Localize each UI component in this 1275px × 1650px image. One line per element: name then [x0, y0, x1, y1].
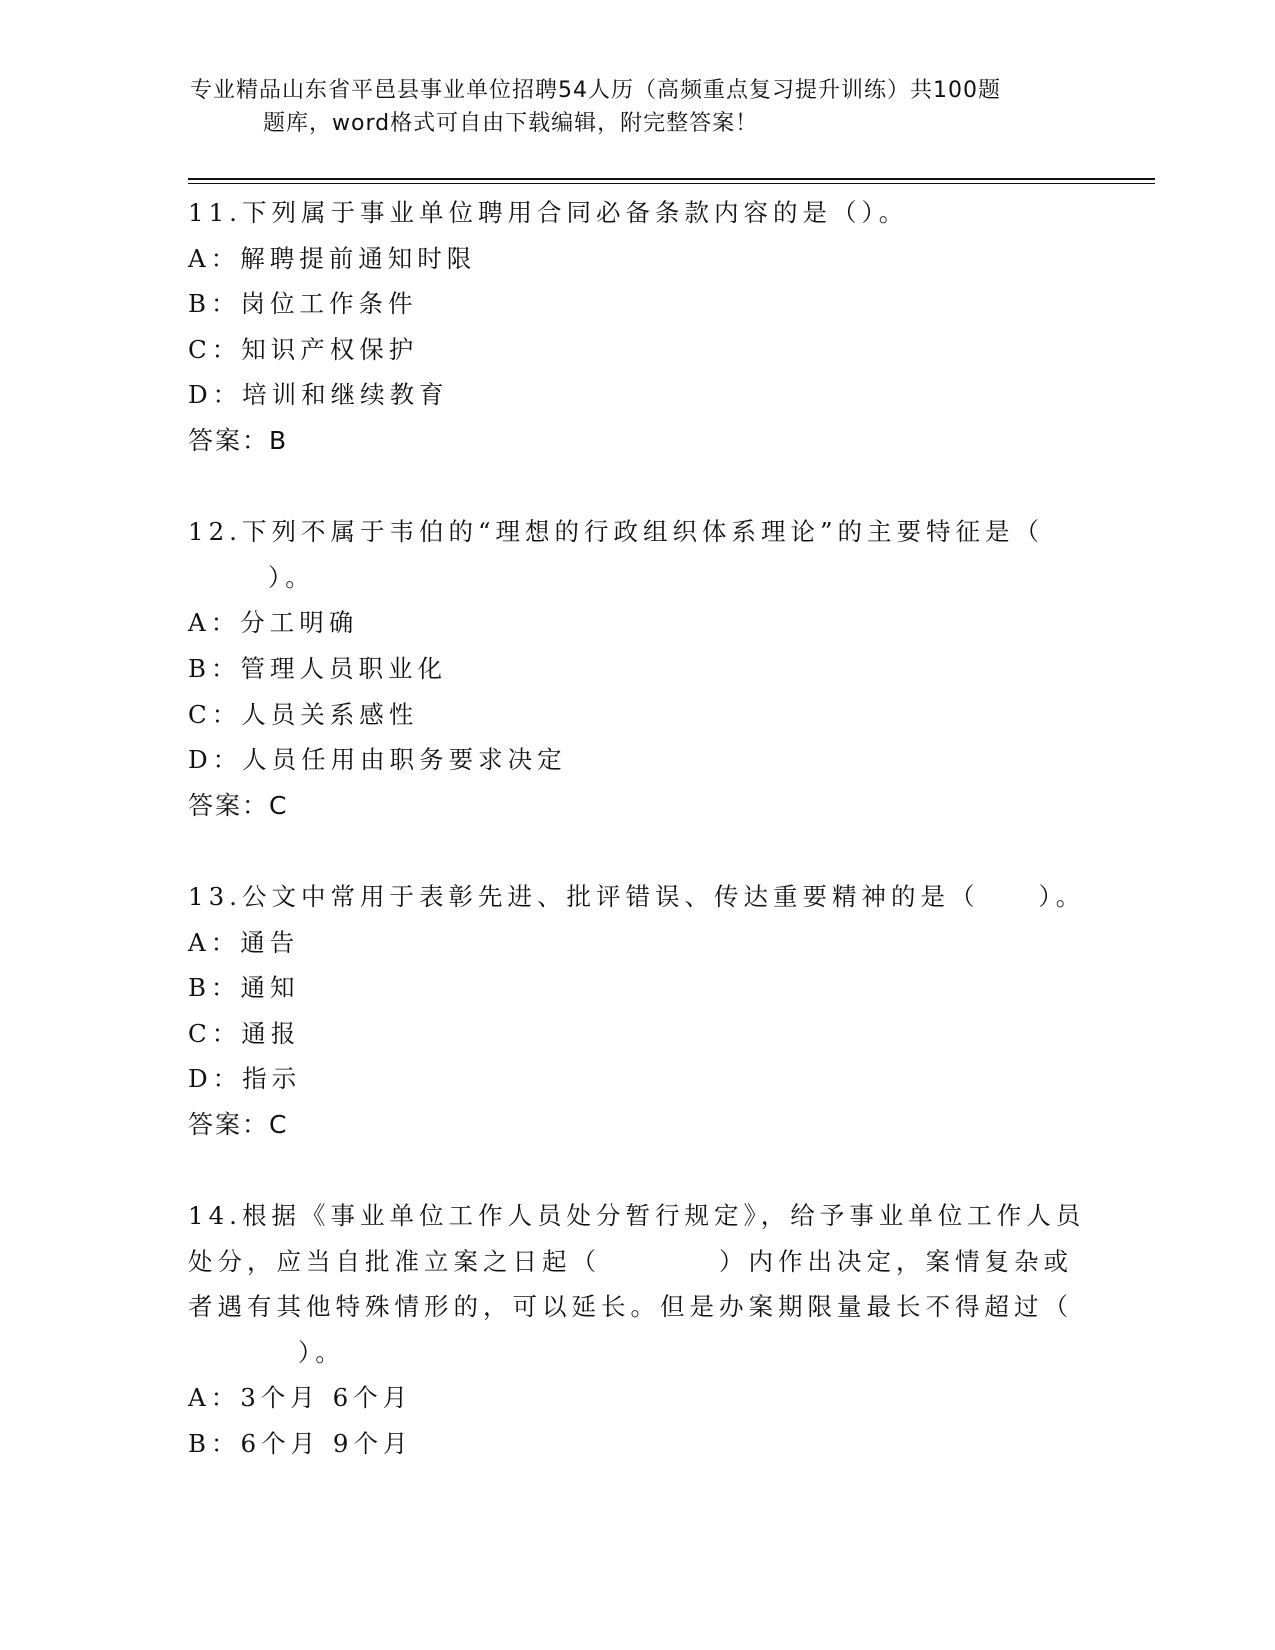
header-line-2: 题库，word格式可自由下载编辑，附完整答案！ — [263, 111, 759, 136]
spacer — [188, 464, 1088, 510]
option-c: C：知识产权保护 — [188, 334, 419, 364]
option-a: A：解聘提前通知时限 — [188, 243, 477, 273]
header-divider-thin — [188, 183, 1155, 184]
question-text-line-3: 者遇有其他特殊情形的，可以延长。但是办案期限量最长不得超过（ — [188, 1292, 1073, 1322]
header-line-1: 专业精品山东省平邑县事业单位招聘54人历（高频重点复习提升训练）共100题 — [190, 78, 1001, 103]
question-12 — [188, 509, 1088, 828]
option-d: D：培训和继续教育 — [188, 380, 449, 410]
question-14 — [188, 1193, 1088, 1467]
answer: 答案：C — [188, 790, 289, 820]
answer: 答案：B — [188, 425, 289, 455]
spacer — [188, 1147, 1088, 1193]
option-b: B：通知 — [188, 973, 300, 1003]
question-text-continued: ）。 — [298, 1337, 345, 1367]
option-d: D：人员任用由职务要求决定 — [188, 745, 567, 775]
option-b: B：岗位工作条件 — [188, 289, 418, 319]
option-b: B：管理人员职业化 — [188, 653, 448, 683]
question-text: 11.下列属于事业单位聘用合同必备条款内容的是（）。 — [188, 198, 909, 227]
document-header — [190, 74, 1070, 140]
option-d: D：指示 — [188, 1064, 302, 1094]
header-divider — [188, 178, 1155, 180]
question-13 — [188, 874, 1088, 1148]
option-a: A：通告 — [188, 927, 300, 957]
spacer — [188, 828, 1088, 874]
question-text-line-2: 处分，应当自批准立案之日起（ ）内作出决定，案情复杂或 — [188, 1246, 1073, 1276]
question-list — [188, 190, 1088, 1467]
option-a: A：3个月 6个月 — [188, 1383, 413, 1413]
question-text-continued: ）。 — [268, 562, 315, 592]
answer: 答案：C — [188, 1109, 289, 1139]
option-c: C：通报 — [188, 1018, 301, 1048]
question-text: 13.公文中常用于表彰先进、批评错误、传达重要精神的是（ ）。 — [188, 881, 1086, 911]
question-text-line-1: 14.根据《事业单位工作人员处分暂行规定》，给予事业单位工作人员 — [188, 1201, 1086, 1231]
option-a: A：分工明确 — [188, 608, 359, 638]
question-11 — [188, 190, 1088, 464]
option-b: B：6个月 9个月 — [188, 1429, 413, 1459]
option-c: C：人员关系感性 — [188, 699, 419, 729]
question-text: 12.下列不属于韦伯的“理想的行政组织体系理论”的主要特征是（ — [188, 517, 1045, 547]
